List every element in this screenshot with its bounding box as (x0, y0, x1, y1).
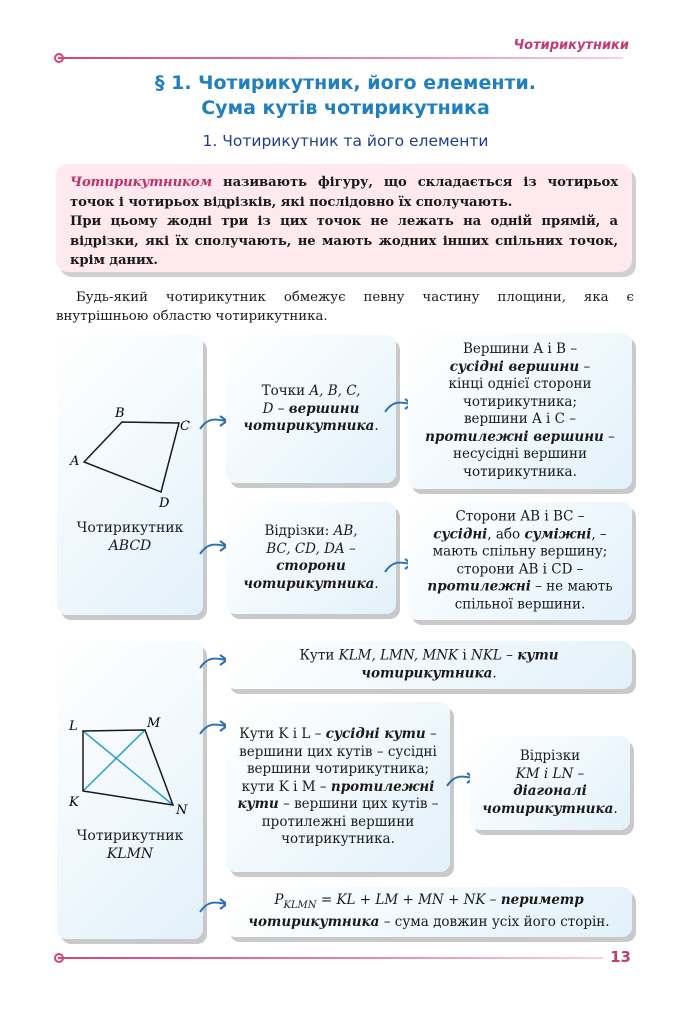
quadrilateral-klmn-figure (57, 713, 203, 833)
vertex-label-b: B (115, 406, 125, 421)
header-rule (58, 57, 623, 59)
card-adjacent-sides: Сторони AB і BC – сусідні, або суміжні, – мають спільну вершину; сторони AB і CD – протилежні – не мають спільної вершини. (408, 502, 632, 620)
subsection-title: 1. Чотирикутник та його елементи (202, 132, 489, 150)
definition-text-1: називають фігуру, що складається із чотирьох точок і чотирьох відрізків, які послідовно їх сполучають. (70, 175, 618, 210)
vertex-label-l: L (69, 719, 78, 734)
card-sides: Відрізки: AB, BC, CD, DA – сторони чотирикутника. (226, 502, 396, 614)
card-vertices: Точки A, B, C, D – вершини чотирикутника. (226, 335, 396, 483)
definition-paragraph-1 (70, 173, 618, 212)
figure-card-abcd (57, 335, 203, 615)
figure-card-klmn (57, 641, 203, 939)
vertex-label-a: A (70, 454, 80, 469)
vertex-label-c: C (180, 419, 190, 434)
intro-paragraph: Будь-який чотирикутник обмежує певну частину площини, яка є внутрішньою областю чотирикутника. (56, 290, 634, 324)
card-angles: Кути KLM, LMN, MNK і NKL – кути чотирикутника. (226, 641, 632, 689)
figure-caption-klmn: Чотирикутник KLMN (76, 828, 184, 862)
vertex-label-k: K (69, 795, 79, 810)
definition-box (56, 164, 632, 272)
section-title-line2: Сума кутів чотирикутника (201, 97, 490, 119)
vertex-label-n: N (176, 803, 188, 818)
page-number: 13 (610, 948, 631, 966)
running-head: Чотирикутники (513, 38, 629, 53)
vertex-label-m: M (147, 716, 161, 731)
figure-caption-abcd: Чотирикутник ABCD (76, 520, 184, 554)
vertex-label-d: D (159, 496, 170, 511)
footer-rule (58, 957, 603, 959)
section-title-line1: § 1. Чотирикутник, його елементи. (154, 72, 536, 94)
card-perimeter: $P_{KLMN}$ = KL + LM + MN + NK – периметр чотирикутника – сума довжин усіх його сторін. (226, 887, 632, 937)
card-diagonals: Відрізки KM і LN – діагоналі чотирикутника. (470, 736, 630, 830)
card-adjacent-angles: Кути K і L – сусідні кути – вершини цих кутів – сусідні вершини чотирикутника; кути K і M – протилежні кути – вершини цих кутів – протилежні вершини чотирикутника. (226, 702, 450, 872)
card-adjacent-vertices: Вершини A і B – сусідні вершини – кінці однієї сторони чотирикутника; вершини A і C – протилежні вершини – несусідні вершини чотирикутника. (408, 333, 632, 489)
definition-term: Чотирикутником (70, 175, 213, 190)
definition-paragraph-2: При цьому жодні три із цих точок не лежать на одній прямій, а відрізки, які їх сполучають, не мають жодних інших спільних точок, крім даних. (70, 214, 618, 268)
